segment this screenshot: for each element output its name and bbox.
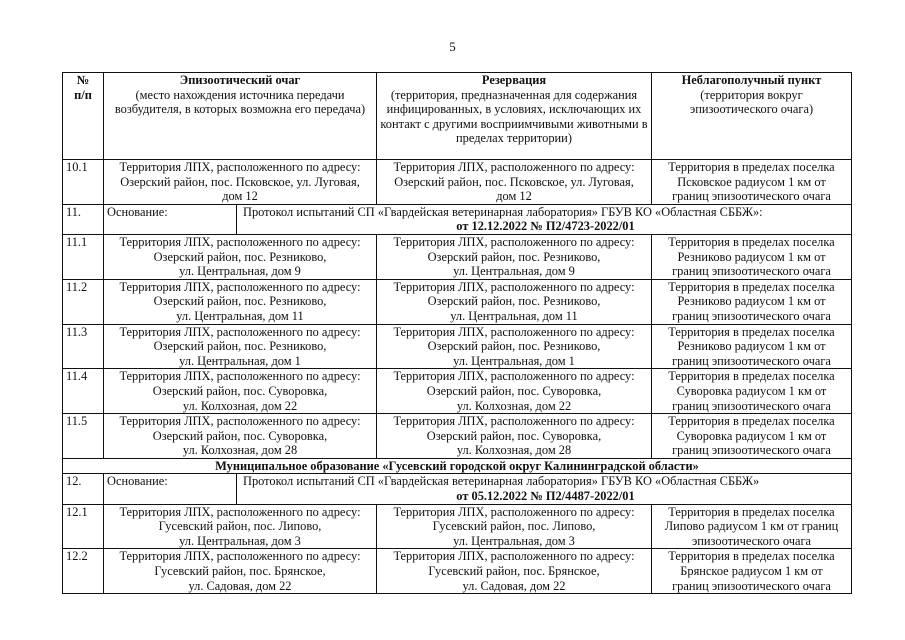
focus-cell — [104, 234, 377, 279]
cell-line: Озерский район, пос. Резниково, — [153, 249, 327, 264]
protocol-date: от 05.12.2022 № П2/4487-2022/01 — [456, 489, 635, 504]
cell-line: эпизоотического очага — [691, 533, 812, 548]
cell-line: Озерский район, пос. Резниково, — [153, 294, 327, 309]
row-number: 11. — [63, 204, 104, 234]
cell-line: Территория ЛПХ, расположенного по адресу: — [119, 279, 361, 294]
cell-line: Территория ЛПХ, расположенного по адресу: — [393, 234, 635, 249]
focus-cell — [104, 504, 377, 549]
area-cell — [652, 504, 852, 549]
focus-cell — [104, 324, 377, 369]
cell-line: границ эпизоотического очага — [672, 353, 831, 368]
protocol-text: Протокол испытаний СП «Гвардейская ветеринарная лаборатория» ГБУВ КО «Областная СББЖ»: — [243, 204, 763, 219]
row-number: 11.3 — [63, 324, 104, 369]
reservation-cell — [377, 549, 652, 594]
basis-protocol — [237, 204, 852, 234]
cell-line: Территория в пределах поселка — [668, 504, 835, 519]
cell-line: Территория в пределах поселка — [668, 369, 835, 384]
basis-label: Основание: — [104, 474, 237, 504]
cell-line: ул. Центральная, дом 1 — [179, 353, 301, 368]
cell-line: Озерский район, пос. Псковское, ул. Луговая, — [394, 174, 634, 189]
row-number: 11.2 — [63, 279, 104, 324]
cell-line: Псковское радиусом 1 км от — [677, 174, 826, 189]
protocol-text: Протокол испытаний СП «Гвардейская ветеринарная лаборатория» ГБУВ КО «Областная СББЖ» — [243, 474, 760, 489]
cell-line: Резниково радиусом 1 км от — [677, 294, 826, 309]
cell-line: Суворовка радиусом 1 км от — [676, 383, 827, 398]
cell-line: ул. Центральная, дом 11 — [176, 308, 304, 323]
table-row — [63, 504, 852, 549]
cell-line: Территория в пределах поселка — [668, 279, 835, 294]
header-num: № п/п — [63, 73, 104, 160]
area-cell — [652, 324, 852, 369]
cell-line: Территория в пределах поселка — [668, 414, 835, 429]
outbreak-table — [62, 72, 852, 594]
cell-line: Территория ЛПХ, расположенного по адресу: — [393, 414, 635, 429]
table-row — [63, 549, 852, 594]
cell-line: Озерский район, пос. Резниково, — [427, 339, 601, 354]
row-number: 10.1 — [63, 160, 104, 205]
reservation-cell — [377, 324, 652, 369]
cell-line: Территория ЛПХ, расположенного по адресу: — [119, 369, 361, 384]
reservation-cell — [377, 234, 652, 279]
row-number: 11.4 — [63, 369, 104, 414]
header-area: Неблагополучный пункт (территория вокруг эпизоотического очага) — [652, 73, 852, 160]
cell-line: Гусевский район, пос. Липово, — [432, 519, 596, 534]
cell-line: Территория ЛПХ, расположенного по адресу: — [119, 414, 361, 429]
cell-line: границ эпизоотического очага — [672, 398, 831, 413]
focus-cell — [104, 279, 377, 324]
cell-line: границ эпизоотического очага — [672, 264, 831, 279]
cell-line: Гусевский район, пос. Брянское, — [428, 564, 600, 579]
table-row — [63, 234, 852, 279]
area-cell — [652, 234, 852, 279]
reservation-cell — [377, 414, 652, 459]
table-row — [63, 160, 852, 205]
cell-line: Суворовка радиусом 1 км от — [676, 428, 827, 443]
area-cell — [652, 160, 852, 205]
cell-line: ул. Центральная, дом 3 — [453, 533, 575, 548]
cell-line: Территория ЛПХ, расположенного по адресу: — [393, 279, 635, 294]
cell-line: ул. Колхозная, дом 28 — [456, 443, 572, 458]
table-row — [63, 369, 852, 414]
focus-cell — [104, 414, 377, 459]
row-number: 12.2 — [63, 549, 104, 594]
area-cell — [652, 369, 852, 414]
table-header-row — [63, 73, 852, 160]
area-cell — [652, 549, 852, 594]
cell-line: Резниково радиусом 1 км от — [677, 249, 826, 264]
cell-line: ул. Садовая, дом 22 — [188, 578, 292, 593]
cell-line: границ эпизоотического очага — [672, 443, 831, 458]
table-row — [63, 324, 852, 369]
basis-protocol — [237, 474, 852, 504]
reservation-cell — [377, 369, 652, 414]
cell-line: ул. Колхозная, дом 28 — [182, 443, 298, 458]
cell-line: ул. Центральная, дом 9 — [453, 264, 575, 279]
cell-line: ул. Центральная, дом 9 — [179, 264, 301, 279]
cell-line: Территория ЛПХ, расположенного по адресу: — [393, 504, 635, 519]
cell-line: Территория в пределах поселка — [668, 549, 835, 564]
area-cell — [652, 279, 852, 324]
focus-cell — [104, 369, 377, 414]
cell-line: границ эпизоотического очага — [672, 578, 831, 593]
page-number: 5 — [449, 39, 456, 54]
cell-line: Брянское радиусом 1 км от — [680, 564, 823, 579]
cell-line: дом 12 — [496, 189, 532, 204]
focus-cell — [104, 160, 377, 205]
cell-line: Озерский район, пос. Суворовка, — [152, 383, 328, 398]
cell-line: Озерский район, пос. Резниково, — [427, 249, 601, 264]
cell-line: ул. Садовая, дом 22 — [462, 578, 566, 593]
reservation-cell — [377, 160, 652, 205]
cell-line: Территория в пределах поселка — [668, 234, 835, 249]
header-reservation: Резервация (территория, предназначенная для содержания инфицированных, в условиях, исключающих их контакт с другими восприимчивыми животными в пределах территории) — [377, 73, 652, 160]
cell-line: ул. Колхозная, дом 22 — [456, 398, 572, 413]
basis-row — [63, 204, 852, 234]
cell-line: Гусевский район, пос. Липово, — [158, 519, 322, 534]
table-row — [63, 279, 852, 324]
cell-line: Территория ЛПХ, расположенного по адресу: — [393, 324, 635, 339]
cell-line: Территория ЛПХ, расположенного по адресу: — [393, 369, 635, 384]
cell-line: Территория ЛПХ, расположенного по адресу: — [119, 160, 361, 174]
row-number: 11.1 — [63, 234, 104, 279]
cell-line: Резниково радиусом 1 км от — [677, 339, 826, 354]
cell-line: Территория ЛПХ, расположенного по адресу: — [393, 160, 635, 174]
cell-line: границ эпизоотического очага — [672, 189, 831, 204]
cell-line: ул. Центральная, дом 11 — [450, 308, 578, 323]
cell-line: Озерский район, пос. Резниково, — [427, 294, 601, 309]
cell-line: Территория в пределах поселка — [668, 160, 835, 174]
area-cell — [652, 414, 852, 459]
cell-line: ул. Центральная, дом 3 — [179, 533, 301, 548]
focus-cell — [104, 549, 377, 594]
protocol-date: от 12.12.2022 № П2/4723-2022/01 — [456, 219, 635, 234]
table-row — [63, 414, 852, 459]
cell-line: Озерский район, пос. Суворовка, — [426, 383, 602, 398]
cell-line: Территория ЛПХ, расположенного по адресу: — [119, 324, 361, 339]
cell-line: дом 12 — [222, 189, 258, 204]
cell-line: Территория ЛПХ, расположенного по адресу: — [119, 234, 361, 249]
cell-line: Озерский район, пос. Суворовка, — [152, 428, 328, 443]
basis-label: Основание: — [104, 204, 237, 234]
reservation-cell — [377, 279, 652, 324]
cell-line: Озерский район, пос. Псковское, ул. Луговая, — [120, 174, 360, 189]
cell-line: Липово радиусом 1 км от границ — [664, 519, 839, 534]
header-focus: Эпизоотический очаг (место нахождения источника передачи возбудителя, в которых возможна его передача) — [104, 73, 377, 160]
row-number: 12.1 — [63, 504, 104, 549]
cell-line: границ эпизоотического очага — [672, 308, 831, 323]
cell-line: Территория ЛПХ, расположенного по адресу: — [393, 549, 635, 564]
cell-line: Территория ЛПХ, расположенного по адресу: — [119, 549, 361, 564]
cell-line: Озерский район, пос. Суворовка, — [426, 428, 602, 443]
municipality-title: Муниципальное образование «Гусевский городской округ Калининградской области» — [63, 458, 852, 474]
cell-line: Гусевский район, пос. Брянское, — [154, 564, 326, 579]
cell-line: Территория ЛПХ, расположенного по адресу: — [119, 504, 361, 519]
reservation-cell — [377, 504, 652, 549]
row-number: 12. — [63, 474, 104, 504]
basis-row — [63, 474, 852, 504]
cell-line: Озерский район, пос. Резниково, — [153, 339, 327, 354]
cell-line: Территория в пределах поселка — [668, 324, 835, 339]
municipality-row — [63, 458, 852, 474]
cell-line: ул. Центральная, дом 1 — [453, 353, 575, 368]
row-number: 11.5 — [63, 414, 104, 459]
cell-line: ул. Колхозная, дом 22 — [182, 398, 298, 413]
